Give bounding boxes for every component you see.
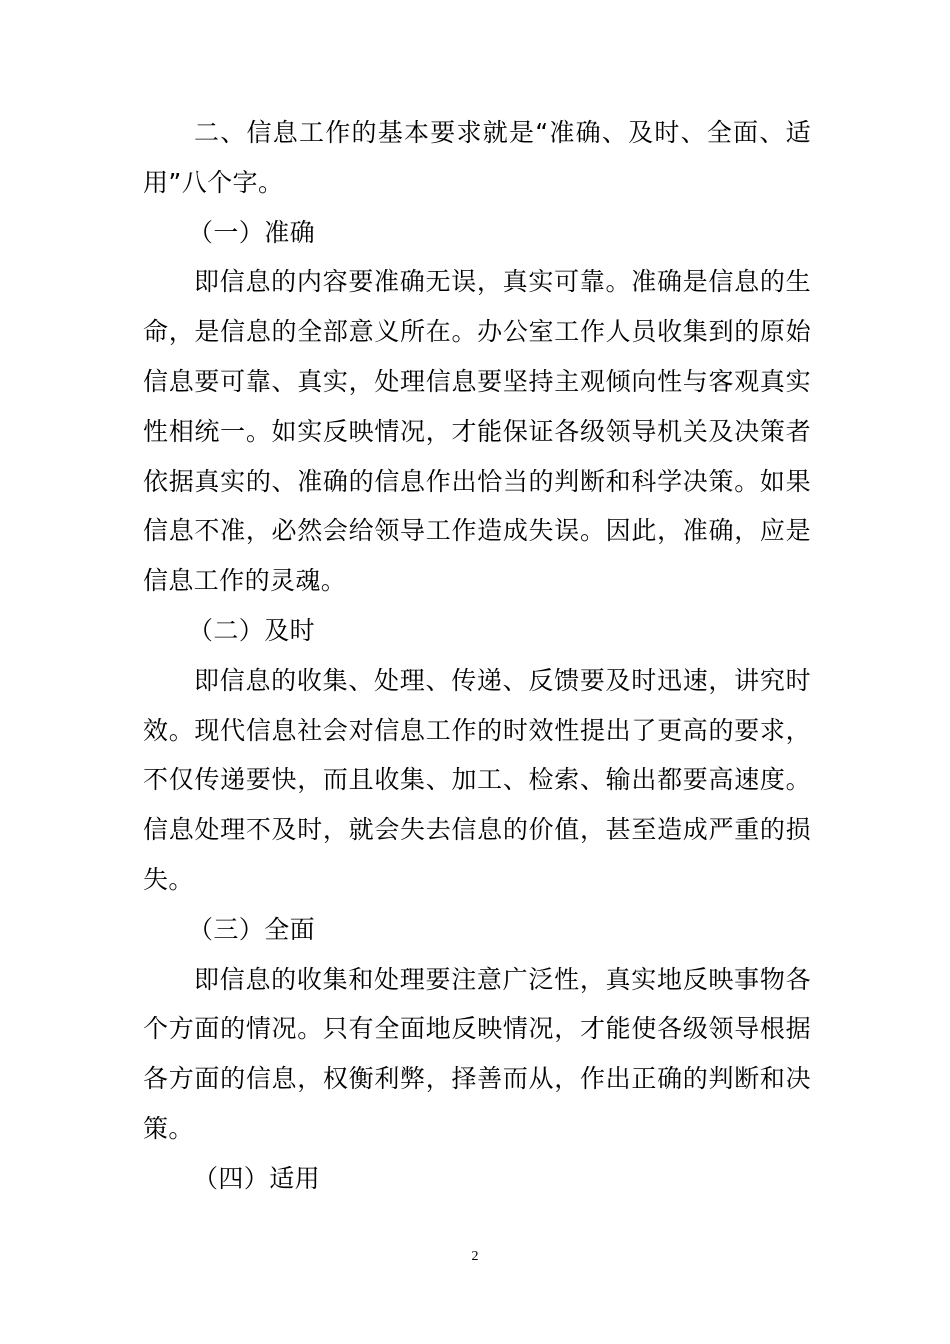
section-heading-comprehensive: （三）全面	[188, 914, 316, 944]
document-body	[143, 108, 811, 1204]
section-heading-accurate: （一）准确	[188, 217, 316, 247]
paragraph-accurate: 即信息的内容要准确无误，真实可靠。准确是信息的生命，是信息的全部意义所在。办公室工作人员收集到的原始信息要可靠、真实，处理信息要坚持主观倾向性与客观真实性相统一。如实反映情况，才能保证各级领导机关及决策者依据真实的、准确的信息作出恰当的判断和科学决策。如果信息不准，必然会给领导工作造成失误。因此，准确，应是信息工作的灵魂。	[143, 267, 811, 596]
paragraph-comprehensive: 即信息的收集和处理要注意广泛性，真实地反映事物各个方面的情况。只有全面地反映情况，才能使各级领导根据各方面的信息，权衡利弊，择善而从，作出正确的判断和决策。	[143, 964, 811, 1143]
paragraph-timely: 即信息的收集、处理、传递、反馈要及时迅速，讲究时效。现代信息社会对信息工作的时效性提出了更高的要求，不仅传递要快，而且收集、加工、检索、输出都要高速度。信息处理不及时，就会失去信息的价值，甚至造成严重的损失。	[143, 665, 811, 894]
page-number: 2	[471, 1249, 479, 1264]
section-heading-timely: （二）及时	[188, 615, 316, 645]
intro-paragraph: 二、信息工作的基本要求就是“准确、及时、全面、适用”八个字。	[143, 118, 811, 197]
section-heading-applicable: （四）适用	[193, 1163, 321, 1193]
